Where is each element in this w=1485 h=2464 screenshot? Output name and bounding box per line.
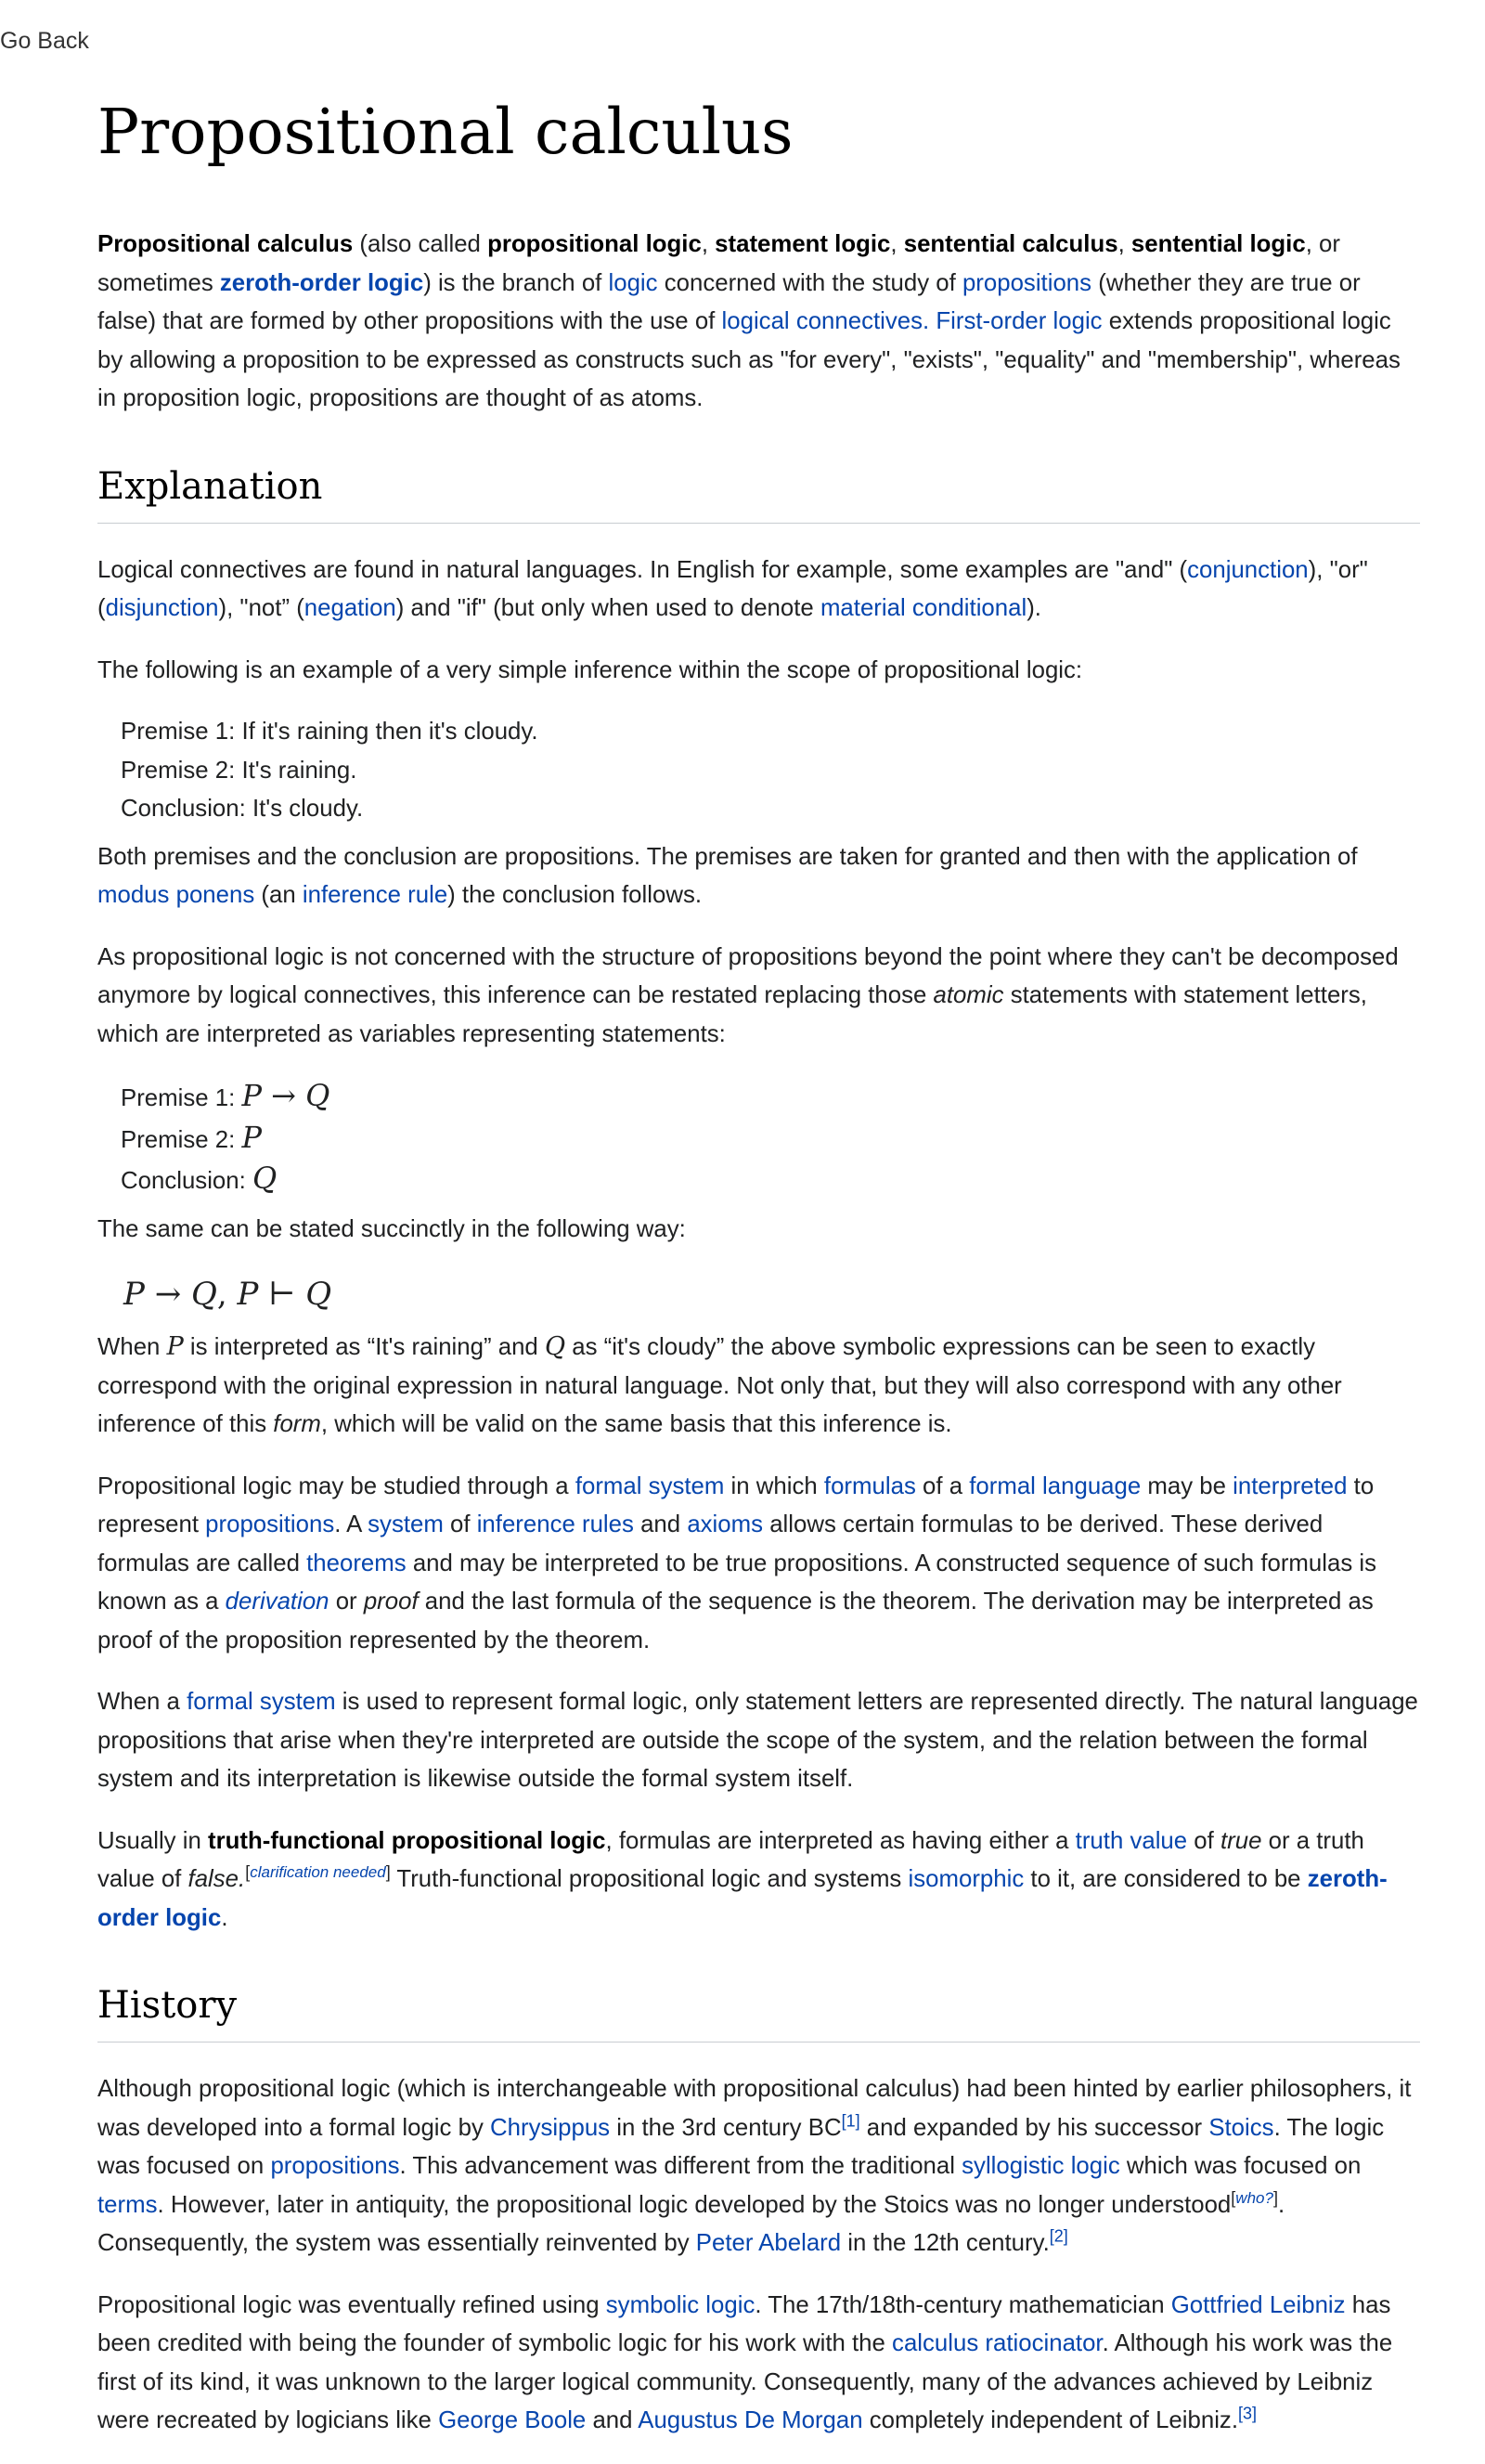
math-variable: P — [166, 1332, 184, 1361]
math-expression: P → Q — [241, 1078, 330, 1113]
explanation-paragraph-3: Both premises and the conclusion are propositions. The premises are taken for granted and then with the application of modus ponens (an inference rule) the conclusion follows. — [97, 843, 1358, 908]
math-variable: Q — [544, 1332, 566, 1361]
clarification-needed-tag: [clarification needed] — [245, 1862, 391, 1882]
math-expression: Q — [252, 1161, 278, 1196]
link-syllogistic-logic[interactable]: syllogistic logic — [962, 2153, 1120, 2179]
link-clarification-needed[interactable]: clarification needed — [250, 1863, 386, 1882]
list-item: Premise 1: If it's raining then it's cloudy. — [121, 719, 538, 745]
link-truth-value[interactable]: truth value — [1075, 1827, 1188, 1854]
term-bold: sentential logic — [1130, 231, 1306, 257]
link-zeroth-order-logic[interactable]: zeroth-order logic — [97, 1866, 1388, 1931]
list-item: Conclusion: Q — [121, 1161, 278, 1196]
link-negation[interactable]: negation — [303, 595, 396, 621]
citation-link[interactable]: [1] — [841, 2110, 860, 2130]
list-item: Premise 1: P → Q — [121, 1078, 330, 1113]
link-disjunction[interactable]: disjunction — [105, 595, 219, 621]
article-content — [97, 89, 1420, 2464]
explanation-paragraph-9: Usually in truth-functional propositional logic, formulas are interpreted as having either a truth value of true or a truth value of false.[clarification needed] Truth-functional propositional logic and systems isomorphic to it, are considered to be zeroth-order logic. — [97, 1827, 1388, 1931]
link-symbolic-logic[interactable]: symbolic logic — [605, 2291, 755, 2318]
term-bold: Propositional calculus — [97, 231, 354, 257]
citation-link[interactable]: [3] — [1238, 2404, 1258, 2423]
link-axioms[interactable]: axioms — [687, 1511, 764, 1537]
symbolic-premise-list — [121, 1077, 1420, 1201]
history-paragraph-2: Propositional logic was eventually refined using symbolic logic. The 17th/18th-century mathematician Gottfried Leibniz has been credited with being the founder of symbolic logic for his work with the calculus ratiocinator. Although his work was the first of its kind, it was unknown to the larger logical community. Consequently, many of the advances achieved by Leibniz were recreated by logicians like George Boole and Augustus De Morgan completely independent of Leibniz.[3] — [97, 2291, 1393, 2433]
explanation-paragraph-7: Propositional logic may be studied through a formal system in which formulas of a formal language may be interpreted to represent propositions. A system of inference rules and axioms allows certain formulas to be derived. These derived formulas are called theorems and may be interpreted to be true propositions. A constructed sequence of such formulas is known as a derivation or proof and the last formula of the sequence is the theorem. The derivation may be interpreted as proof of the proposition represented by the theorem. — [97, 1472, 1377, 1653]
explanation-paragraph-1: Logical connectives are found in natural languages. In English for example, some examples are "and" (conjunction), "or" (disjunction), "not” (negation) and "if" (but only when used to denote material conditional). — [97, 556, 1368, 621]
section-heading-history: History — [97, 1980, 1420, 2043]
link-formal-system[interactable]: formal system — [575, 1472, 725, 1499]
link-formal-system[interactable]: formal system — [187, 1689, 336, 1715]
term-bold: truth-functional propositional logic — [208, 1827, 606, 1854]
link-logical-connectives[interactable]: logical connectives. — [721, 308, 930, 334]
link-terms[interactable]: terms — [97, 2191, 158, 2218]
list-item: Conclusion: It's cloudy. — [121, 796, 364, 822]
link-inference-rules[interactable]: inference rules — [476, 1511, 634, 1537]
link-calculus-ratiocinator[interactable]: calculus ratiocinator — [892, 2330, 1103, 2356]
link-conjunction[interactable]: conjunction — [1187, 556, 1309, 583]
link-zeroth-order-logic[interactable]: zeroth-order logic — [219, 269, 424, 296]
explanation-paragraph-2: The following is an example of a very simple inference within the scope of propositional logic: — [97, 656, 1083, 683]
link-augustus-de-morgan[interactable]: Augustus De Morgan — [638, 2407, 863, 2433]
link-formal-language[interactable]: formal language — [969, 1472, 1142, 1499]
display-formula: P → Q, P ⊢ Q — [123, 1276, 332, 1313]
citation-link[interactable]: [2] — [1049, 2226, 1068, 2246]
link-logic[interactable]: logic — [608, 269, 658, 296]
history-paragraph-1: Although propositional logic (which is interchangeable with propositional calculus) had been hinted by earlier philosophers, it was developed into a formal logic by Chrysippus in the 3rd century BC[1] and expanded by his successor Stoics. The logic was focused on propositions. This advancement was different from the traditional syllogistic logic which was focused on terms. However, later in antiquity, the propositional logic developed by the Stoics was no longer understood[who?]. Consequently, the system was essentially reinvented by Peter Abelard in the 12th century.[2] — [97, 2076, 1412, 2256]
term-bold: sentential calculus — [903, 231, 1118, 257]
page-title: Propositional calculus — [97, 96, 794, 168]
link-interpreted[interactable]: interpreted — [1233, 1472, 1348, 1499]
link-formulas[interactable]: formulas — [823, 1472, 916, 1499]
link-george-boole[interactable]: George Boole — [438, 2407, 587, 2433]
link-derivation[interactable]: derivation — [225, 1589, 329, 1615]
section-heading-explanation: Explanation — [97, 461, 1420, 524]
premise-list — [121, 713, 1420, 829]
link-peter-abelard[interactable]: Peter Abelard — [695, 2230, 842, 2256]
link-theorems[interactable]: theorems — [306, 1550, 407, 1576]
link-first-order-logic[interactable]: First-order logic — [936, 308, 1103, 334]
who-tag: [who?] — [1231, 2187, 1278, 2207]
explanation-paragraph-5: The same can be stated succinctly in the following way: — [97, 1215, 686, 1242]
explanation-paragraph-4: As propositional logic is not concerned with the structure of propositions beyond the point where they can't be decomposed anymore by logical connectives, this inference can be restated replacing those atomic statements with statement letters, which are interpreted as variables representing statements: — [97, 943, 1399, 1047]
link-system[interactable]: system — [368, 1511, 444, 1537]
link-propositions[interactable]: propositions — [962, 269, 1092, 296]
explanation-paragraph-6: When P is interpreted as “It's raining” and Q as “it's cloudy” the above symbolic expressions can be seen to exactly correspond with the original expression in natural language. Not only that, but they will also correspond with any other inference of this form, which will be valid on the same basis that this inference is. — [97, 1332, 1342, 1437]
link-modus-ponens[interactable]: modus ponens — [97, 882, 255, 908]
link-stoics[interactable]: Stoics — [1208, 2114, 1274, 2141]
math-expression: P — [241, 1119, 262, 1155]
link-propositions[interactable]: propositions — [205, 1511, 335, 1537]
link-isomorphic[interactable]: isomorphic — [908, 1866, 1025, 1892]
term-bold: statement logic — [715, 231, 891, 257]
link-material-conditional[interactable]: material conditional — [820, 595, 1027, 621]
intro-paragraph: Propositional calculus (also called propositional logic, statement logic, sentential calculus, sentential logic, or sometimes zeroth-order logic) is the branch of logic concerned with the study of propositions (whether they are true or false) that are formed by other propositions with the use of logical connectives. First-order logic extends propositional logic by allowing a proposition to be expressed as constructs such as "for every", "exists", "equality" and "membership", whereas in proposition logic, propositions are thought of as atoms. — [97, 231, 1401, 411]
link-gottfried-leibniz[interactable]: Gottfried Leibniz — [1170, 2291, 1346, 2318]
link-propositions[interactable]: propositions — [270, 2153, 400, 2179]
list-item: Premise 2: P — [121, 1119, 262, 1155]
term-bold: propositional logic — [487, 231, 702, 257]
go-back-link[interactable]: Go Back — [0, 28, 89, 54]
link-chrysippus[interactable]: Chrysippus — [490, 2114, 611, 2141]
explanation-paragraph-8: When a formal system is used to represent formal logic, only statement letters are represented directly. The natural language propositions that arise when they're interpreted are outside the scope of the system, and the relation between the formal system and its interpretation is likewise outside the formal system itself. — [97, 1689, 1418, 1792]
link-who[interactable]: who? — [1235, 2188, 1273, 2207]
link-inference-rule[interactable]: inference rule — [302, 882, 448, 908]
list-item: Premise 2: It's raining. — [121, 757, 357, 784]
